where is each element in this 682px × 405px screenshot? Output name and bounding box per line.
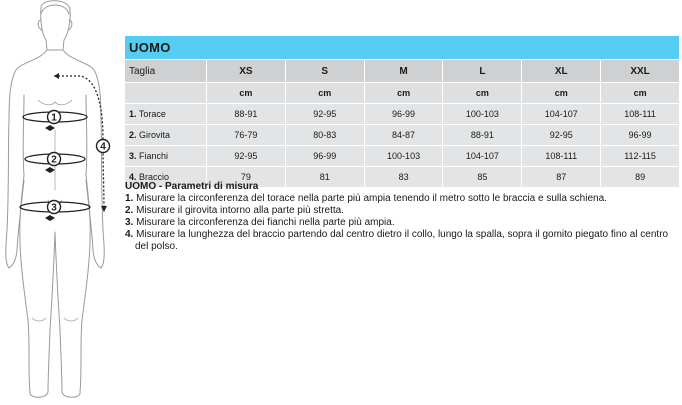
size-s: S <box>285 60 364 83</box>
table-cell: 80-83 <box>285 125 364 146</box>
size-xxl: XXL <box>601 60 680 83</box>
instruction-text: Misurare la circonferenza dei fianchi nella parte più ampia. <box>136 217 395 228</box>
row-name: Fianchi <box>139 151 169 161</box>
instruction-item <box>125 205 681 217</box>
knee-lines <box>32 318 78 321</box>
table-cell: 85 <box>443 167 522 188</box>
size-xs: XS <box>207 60 286 83</box>
unit-cell: cm <box>364 83 443 104</box>
unit-row <box>125 83 680 104</box>
instruction-number: 1. <box>125 193 134 204</box>
unit-cell: cm <box>601 83 680 104</box>
hip-measure-arrows <box>45 215 55 221</box>
unit-cell: cm <box>207 83 286 104</box>
marker-1-label: 1 <box>51 112 57 124</box>
table-cell: 84-87 <box>364 125 443 146</box>
unit-blank <box>125 83 207 104</box>
table-cell: 88-91 <box>207 104 286 125</box>
table-row-fianchi <box>125 146 680 167</box>
row-name: Torace <box>138 109 166 119</box>
instruction-number: 4. <box>125 229 134 240</box>
table-cell: 112-115 <box>601 146 680 167</box>
legs-inner <box>48 232 62 392</box>
table-row-torace <box>125 104 680 125</box>
table-title-row <box>125 36 680 60</box>
row-name: Braccio <box>139 172 170 182</box>
arm-measure-arrow-start <box>54 73 59 79</box>
table-title: UOMO <box>125 36 680 60</box>
table-cell: 100-103 <box>364 146 443 167</box>
marker-3-label: 3 <box>51 202 57 214</box>
instruction-number: 2. <box>125 205 134 216</box>
body-measurement-figure <box>0 0 120 405</box>
chest-lines <box>38 100 72 105</box>
instruction-text: Misurare la circonferenza del torace nella parte più ampia tenendo il metro sotto le braccia e sulla schiena. <box>136 193 607 204</box>
table-cell: 89 <box>601 167 680 188</box>
unit-cell: cm <box>443 83 522 104</box>
size-chart-table <box>124 35 680 188</box>
instruction-item <box>125 217 681 229</box>
table-cell: 79 <box>207 167 286 188</box>
instruction-text: Misurare il girovita intorno alla parte più stretta. <box>136 205 344 216</box>
table-cell: 96-99 <box>364 104 443 125</box>
row-number: 1. <box>129 109 137 119</box>
table-row-girovita <box>125 125 680 146</box>
table-cell: 88-91 <box>443 125 522 146</box>
hair-outline <box>41 5 69 14</box>
table-cell: 100-103 <box>443 104 522 125</box>
marker-2-label: 2 <box>51 154 57 166</box>
instructions-title: UOMO - Parametri di misura <box>125 181 259 192</box>
waist-measure-arrows <box>45 167 55 173</box>
table-cell: 108-111 <box>601 104 680 125</box>
row-label <box>125 125 207 146</box>
instruction-item <box>125 193 681 205</box>
marker-4-label: 4 <box>100 141 106 153</box>
measurement-instructions <box>125 181 681 253</box>
unit-cell: cm <box>522 83 601 104</box>
instruction-item <box>125 229 681 253</box>
table-cell: 96-99 <box>285 146 364 167</box>
table-cell: 92-95 <box>207 146 286 167</box>
size-xl: XL <box>522 60 601 83</box>
table-cell: 104-107 <box>522 104 601 125</box>
instruction-text: Misurare la lunghezza del braccio partendo dal centro dietro il collo, lungo la spalla, sopra il gomito piegato fino al centro del polso. <box>135 229 669 252</box>
row-number: 3. <box>129 151 137 161</box>
unit-cell: cm <box>285 83 364 104</box>
size-header-row <box>125 60 680 83</box>
table-cell: 92-95 <box>285 104 364 125</box>
row-name: Girovita <box>139 130 171 140</box>
table-cell: 87 <box>522 167 601 188</box>
size-header-label: Taglia <box>125 60 207 83</box>
table-cell: 104-107 <box>443 146 522 167</box>
table-cell: 96-99 <box>601 125 680 146</box>
row-label <box>125 146 207 167</box>
instruction-number: 3. <box>125 217 134 228</box>
feet-outline <box>30 392 80 397</box>
chest-measure-arrows <box>45 125 55 131</box>
size-l: L <box>443 60 522 83</box>
table-cell: 108-111 <box>522 146 601 167</box>
row-label <box>125 104 207 125</box>
row-number: 2. <box>129 130 137 140</box>
table-cell: 76-79 <box>207 125 286 146</box>
size-m: M <box>364 60 443 83</box>
table-cell: 92-95 <box>522 125 601 146</box>
table-cell: 83 <box>364 167 443 188</box>
table-cell: 81 <box>285 167 364 188</box>
row-number: 4. <box>129 172 137 182</box>
